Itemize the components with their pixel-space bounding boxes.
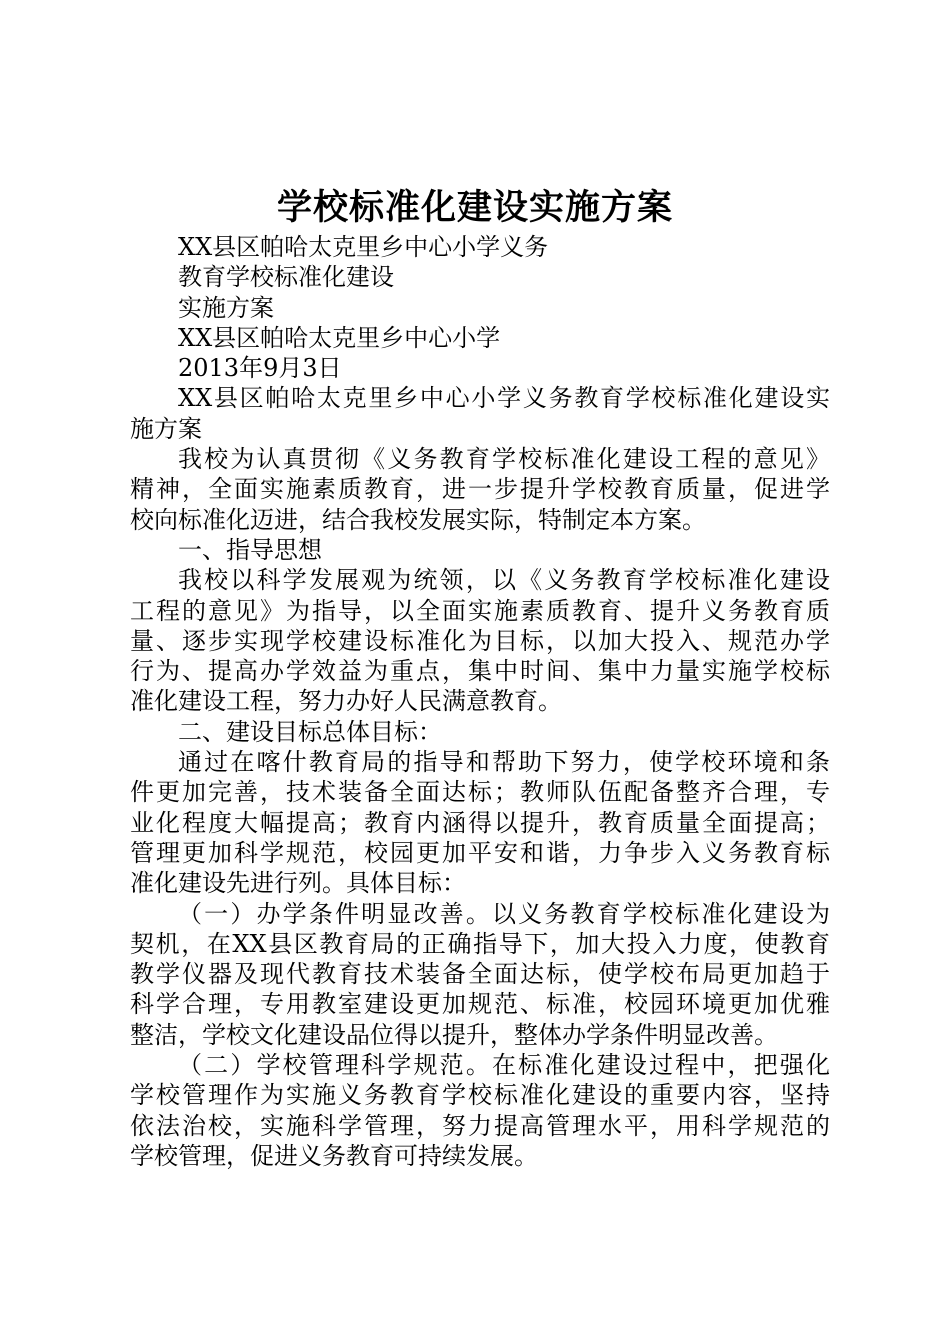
text-line: 量、逐步实现学校建设标准化为目标，以加大投入、规范办学 — [130, 626, 830, 655]
document-body — [130, 232, 830, 1171]
text-line: XX县区帕哈太克里乡中心小学义务 — [178, 233, 549, 261]
text-line: 业化程度大幅提高；教育内涵得以提升，教育质量全面提高； — [130, 808, 830, 837]
text-line: （二）学校管理科学规范。在标准化建设过程中，把强化 — [178, 1051, 830, 1080]
document-title: 学校标准化建设实施方案 — [276, 187, 673, 228]
text-line: 科学合理，专用教室建设更加规范、标准，校园环境更加优雅 — [130, 990, 830, 1019]
text-line: （一）办学条件明显改善。以义务教育学校标准化建设为 — [178, 899, 830, 928]
text-line: XX县区帕哈太克里乡中心小学义务教育学校标准化建设实 — [178, 384, 830, 413]
text-line: 2013年9月3日 — [178, 354, 342, 383]
text-line: 施方案 — [130, 414, 202, 443]
text-line: 实施方案 — [178, 293, 274, 322]
text-line: 通过在喀什教育局的指导和帮助下努力，使学校环境和条 — [178, 748, 830, 777]
text-line: 准化建设工程，努力办好人民满意教育。 — [130, 687, 562, 716]
text-line: 管理更加科学规范，校园更加平安和谐，力争步入义务教育标 — [130, 838, 830, 867]
text-line: 二、建设目标总体目标： — [178, 717, 442, 746]
text-line: 依法治校，实施科学管理，努力提高管理水平，用科学规范的 — [130, 1111, 830, 1140]
text-line: 件更加完善，技术装备全面达标；教师队伍配备整齐合理，专 — [130, 778, 830, 807]
text-line: XX县区帕哈太克里乡中心小学 — [178, 323, 501, 352]
text-line: 工程的意见》为指导，以全面实施素质教育、提升义务教育质 — [130, 596, 830, 625]
text-line: 学校管理作为实施义务教育学校标准化建设的重要内容，坚持 — [130, 1081, 830, 1110]
text-line: 整洁，学校文化建设品位得以提升，整体办学条件明显改善。 — [130, 1020, 778, 1049]
text-line: 校向标准化迈进，结合我校发展实际，特制定本方案。 — [130, 505, 706, 534]
text-line: 行为、提高办学效益为重点，集中时间、集中力量实施学校标 — [130, 657, 830, 686]
text-line: 我校为认真贯彻《义务教育学校标准化建设工程的意见》 — [178, 445, 830, 474]
text-line: 精神，全面实施素质教育，进一步提升学校教育质量，促进学 — [130, 475, 830, 504]
text-line: 学校管理，促进义务教育可持续发展。 — [130, 1141, 538, 1170]
text-line: 一、指导思想 — [178, 535, 322, 564]
text-line: 我校以科学发展观为统领，以《义务教育学校标准化建设 — [178, 566, 830, 595]
text-line: 教学仪器及现代教育技术装备全面达标，使学校布局更加趋于 — [130, 960, 830, 989]
text-line: 契机，在XX县区教育局的正确指导下，加大投入力度，使教育 — [130, 929, 830, 958]
text-line: 准化建设先进行列。具体目标： — [130, 869, 466, 898]
text-line: 教育学校标准化建设 — [178, 263, 394, 292]
